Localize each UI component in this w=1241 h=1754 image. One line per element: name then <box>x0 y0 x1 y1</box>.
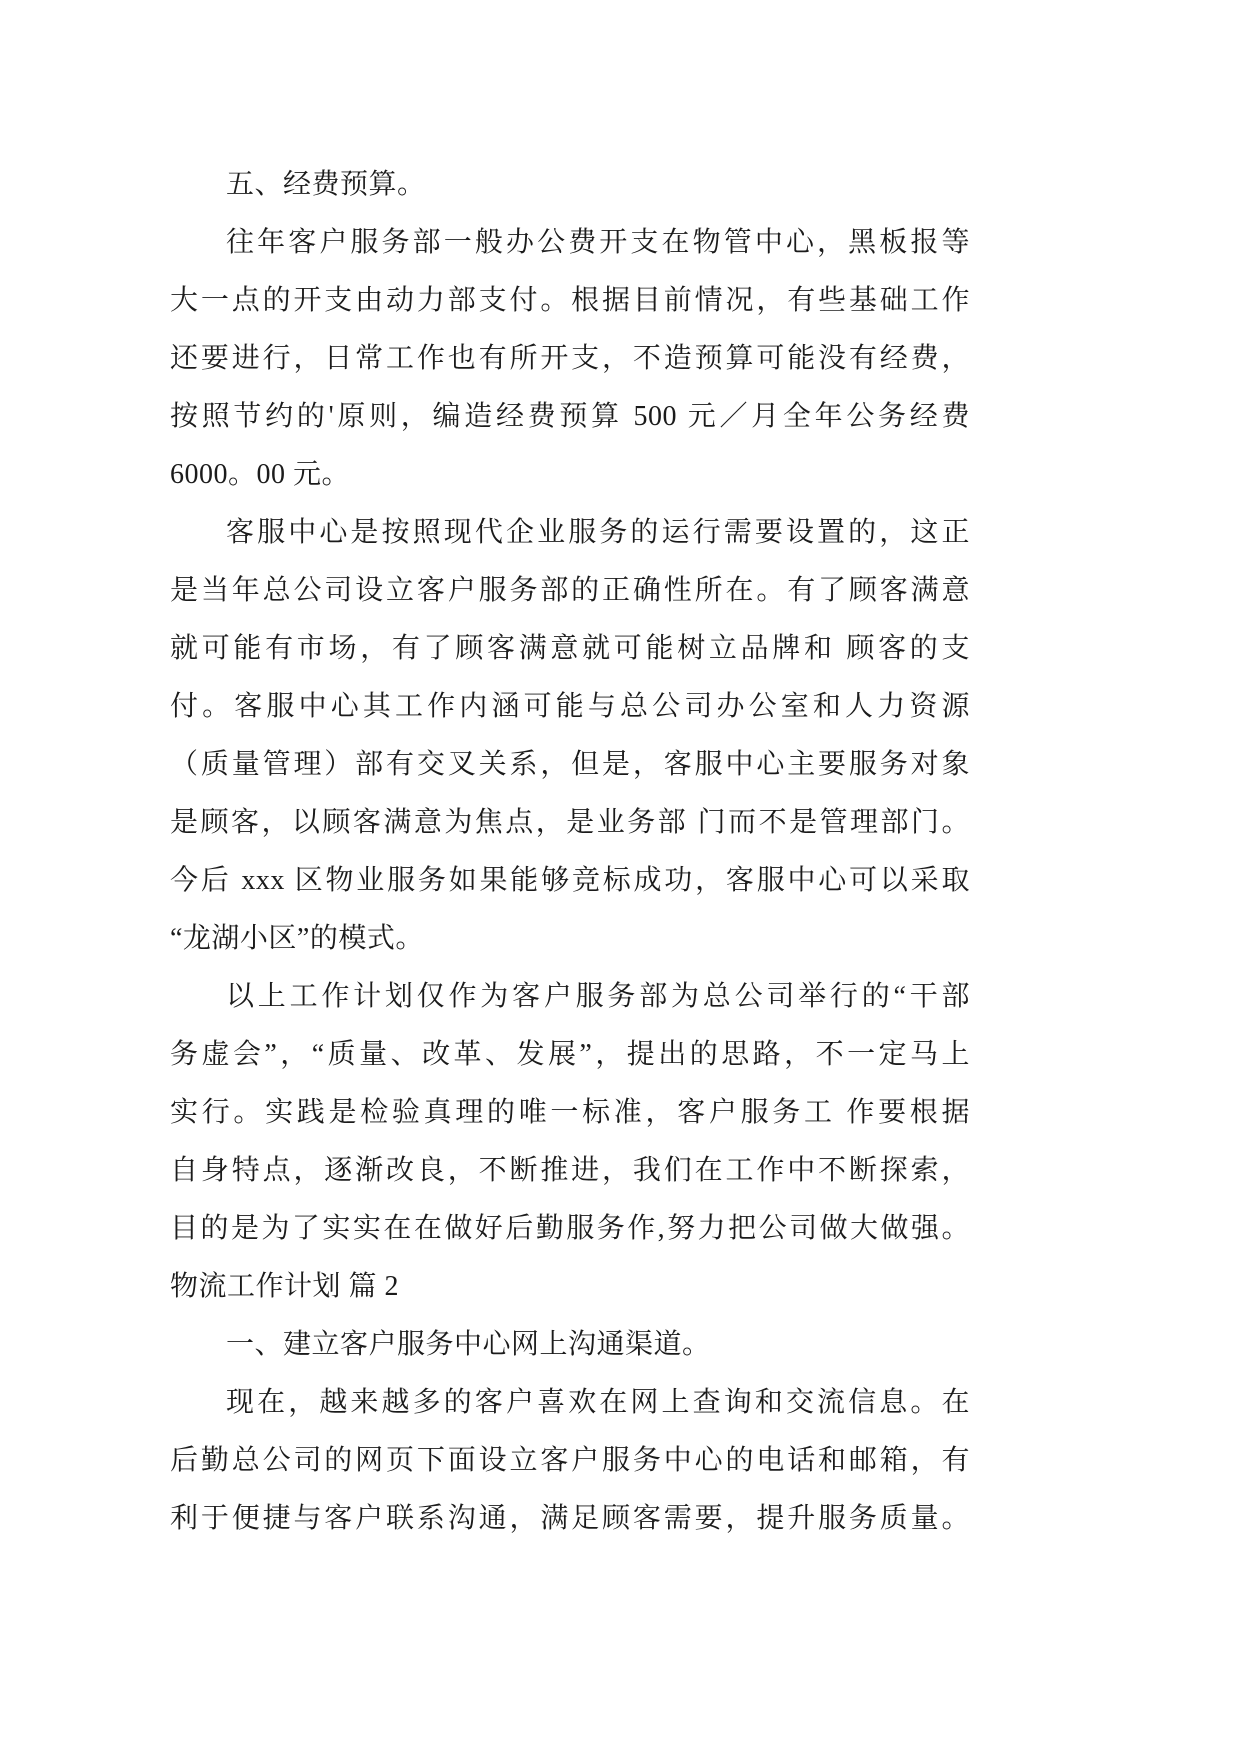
paragraph-line: “龙湖小区”的模式。 <box>170 923 424 954</box>
paragraph-line: 后勤总公司的网页下面设立客户服务中心的电话和邮箱，有 <box>170 1445 970 1476</box>
paragraph-line: 以上工作计划仅作为客户服务部为总公司举行的“干部 <box>226 981 970 1012</box>
document-body <box>170 156 970 1548</box>
paragraph-line: 是当年总公司设立客户服务部的正确性所在。有了顾客满意 <box>170 575 970 606</box>
paragraph-line: 客服中心是按照现代企业服务的运行需要设置的，这正 <box>226 517 970 548</box>
paragraph-line: 大一点的开支由动力部支付。根据目前情况，有些基础工作 <box>170 285 970 316</box>
paragraph-line: 目的是为了实实在在做好后勤服务作,努力把公司做大做强。 <box>170 1213 970 1244</box>
paragraph-line: 利于便捷与客户联系沟通，满足顾客需要，提升服务质量。 <box>170 1503 970 1534</box>
paragraph-line: 就可能有市场，有了顾客满意就可能树立品牌和 顾客的支 <box>170 633 970 664</box>
paragraph-line: 现在，越来越多的客户喜欢在网上查询和交流信息。在 <box>226 1387 970 1418</box>
paragraph-line: 自身特点，逐渐改良，不断推进，我们在工作中不断探索， <box>170 1155 970 1186</box>
section-title: 物流工作计划 篇 2 <box>170 1271 400 1302</box>
heading-line: 五、经费预算。 <box>226 169 426 200</box>
paragraph-line: （质量管理）部有交叉关系，但是，客服中心主要服务对象 <box>170 749 970 780</box>
paragraph-line: 今后 xxx 区物业服务如果能够竞标成功，客服中心可以采取 <box>170 865 970 896</box>
paragraph-line: 是顾客，以顾客满意为焦点，是业务部 门而不是管理部门。 <box>170 807 970 838</box>
paragraph-line: 付。客服中心其工作内涵可能与总公司办公室和人力资源 <box>170 691 970 722</box>
paragraph-line: 实行。实践是检验真理的唯一标准，客户服务工 作要根据 <box>170 1097 970 1128</box>
paragraph-line: 往年客户服务部一般办公费开支在物管中心，黑板报等 <box>226 227 970 258</box>
paragraph-line: 务虚会”，“质量、改革、发展”，提出的思路，不一定马上 <box>170 1039 970 1070</box>
heading-line: 一、建立客户服务中心网上沟通渠道。 <box>226 1329 711 1360</box>
paragraph-line: 按照节约的'原则，编造经费预算 500 元／月全年公务经费 <box>170 401 970 432</box>
paragraph-line: 还要进行，日常工作也有所开支，不造预算可能没有经费， <box>170 343 970 374</box>
paragraph-line: 6000。00 元。 <box>170 459 351 490</box>
